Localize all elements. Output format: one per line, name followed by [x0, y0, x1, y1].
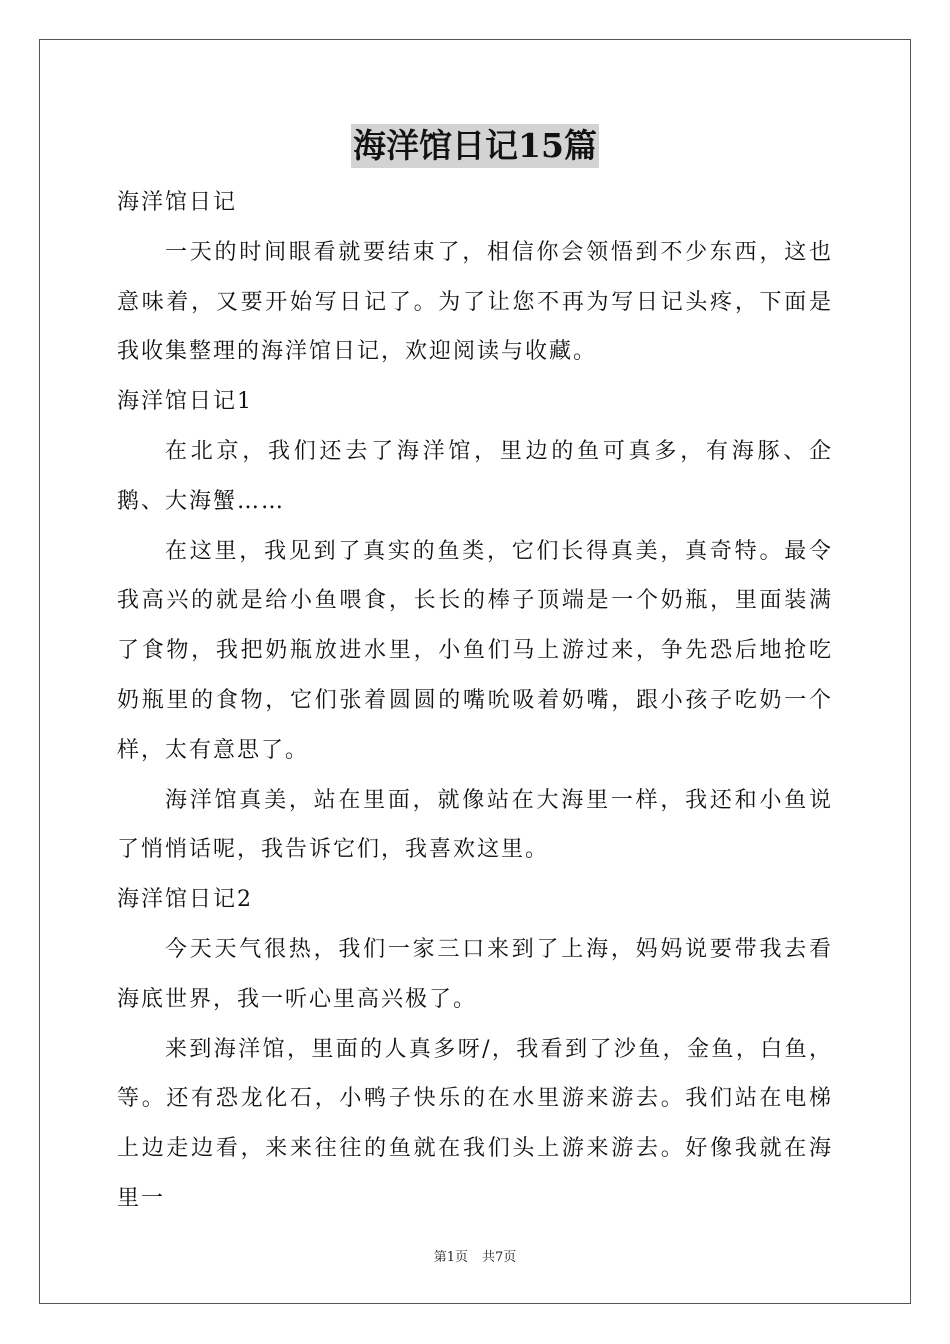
title-container: [0, 124, 950, 168]
page-footer: [0, 1246, 950, 1265]
body-paragraph: 海洋馆真美，站在里面，就像站在大海里一样，我还和小鱼说了悄悄话呢，我告诉它们，我喜欢这里。: [117, 787, 833, 863]
body-paragraph: 今天天气很热，我们一家三口来到了上海，妈妈说要带我去看海底世界，我一听心里高兴极了。: [117, 936, 833, 1012]
document-body: [117, 178, 833, 1224]
body-paragraph: 在这里，我见到了真实的鱼类，它们长得真美，真奇特。最令我高兴的就是给小鱼喂食，长长的棒子顶端是一个奶瓶，里面装满了食物，我把奶瓶放进水里，小鱼们马上游过来，争先恐后地抢吃奶瓶里的食物，它们张着圆圆的嘴吮吸着奶嘴，跟小孩子吃奶一个样，太有意思了。: [117, 538, 833, 763]
document-title: 海洋馆日记15篇: [351, 124, 599, 168]
page-total: 共7页: [482, 1250, 517, 1265]
section-heading: 海洋馆日记: [117, 190, 238, 215]
section-heading: 海洋馆日记2: [117, 887, 253, 913]
section-heading: 海洋馆日记1: [117, 389, 253, 415]
body-paragraph: 一天的时间眼看就要结束了，相信你会领悟到不少东西，这也意味着，又要开始写日记了。为了让您不再为写日记头疼，下面是我收集整理的海洋馆日记，欢迎阅读与收藏。: [117, 239, 833, 365]
body-paragraph: 来到海洋馆，里面的人真多呀/，我看到了沙鱼，金鱼，白鱼，等。还有恐龙化石，小鸭子快乐的在水里游来游去。我们站在电梯上边走边看，来来往往的鱼就在我们头上游来游去。好像我就在海里一: [117, 1036, 833, 1211]
body-paragraph: 在北京，我们还去了海洋馆，里边的鱼可真多，有海豚、企鹅、大海蟹……: [117, 438, 833, 514]
page-number: 第1页: [433, 1250, 468, 1265]
